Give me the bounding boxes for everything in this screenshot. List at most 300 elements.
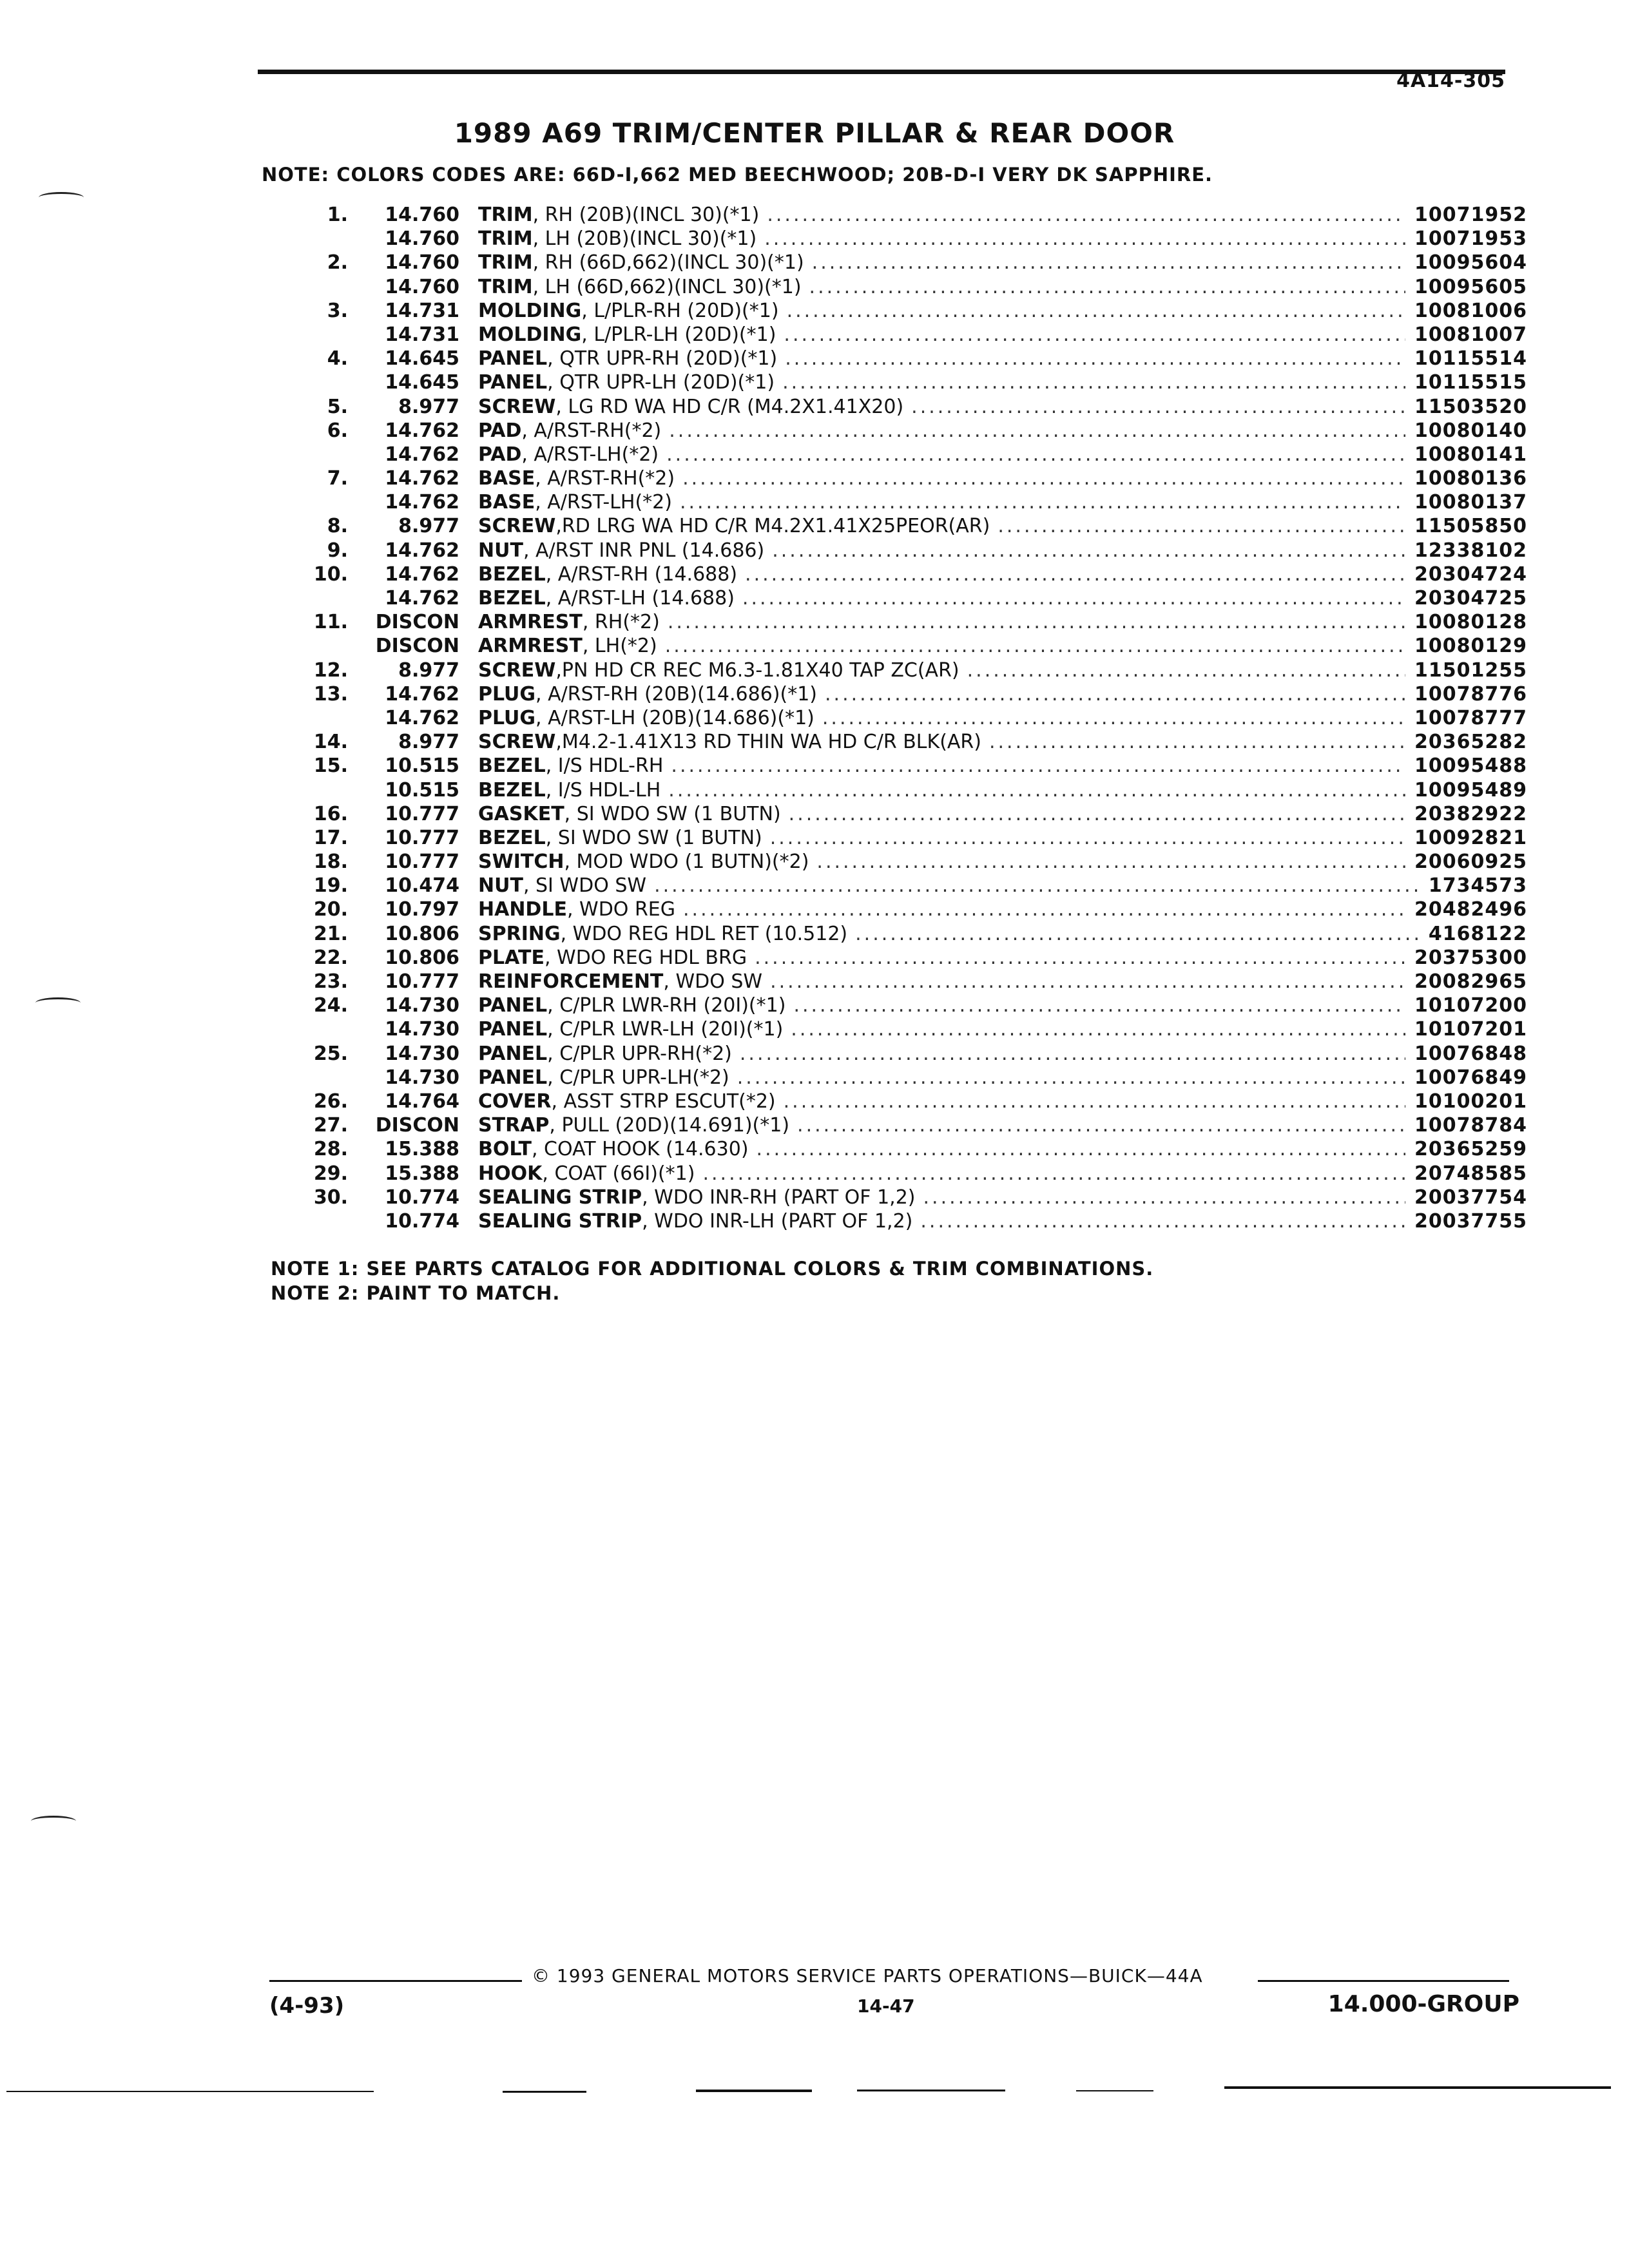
- part-row: [277, 443, 1527, 466]
- part-number: 20382922: [1414, 802, 1527, 825]
- part-number: 1734573: [1428, 874, 1527, 898]
- part-number: 10080140: [1414, 419, 1527, 442]
- dot-leader: [671, 754, 1405, 778]
- part-description: [478, 419, 1527, 443]
- part-row: [277, 586, 1527, 610]
- group-number: 10.777: [385, 802, 459, 825]
- group-number: 10.806: [385, 946, 459, 969]
- part-name: PANEL: [478, 1018, 548, 1041]
- dot-leader: [683, 898, 1405, 921]
- part-description: [478, 850, 1527, 874]
- part-row: [277, 850, 1527, 874]
- part-description: [478, 586, 1527, 610]
- part-detail: , WDO REG: [566, 898, 675, 921]
- part-detail: , SI WDO SW: [523, 874, 647, 898]
- part-name: PANEL: [478, 371, 548, 394]
- item-number: 11.: [313, 611, 348, 634]
- part-number: 10071952: [1414, 204, 1527, 226]
- part-description: [478, 610, 1527, 634]
- dot-leader: [654, 874, 1420, 898]
- part-name: PANEL: [478, 994, 548, 1017]
- group-number: 14.762: [385, 562, 459, 586]
- part-number: 10095604: [1414, 251, 1527, 274]
- item-number: 30.: [313, 1186, 348, 1209]
- part-row: [277, 658, 1527, 682]
- top-rule: [258, 70, 1505, 74]
- group-number: DISCON: [375, 611, 459, 634]
- page-number: 14-47: [857, 1995, 915, 2017]
- item-number: 13.: [313, 682, 348, 706]
- part-number: 20037754: [1414, 1186, 1527, 1209]
- part-description: [478, 946, 1527, 970]
- part-name: BOLT: [478, 1138, 532, 1161]
- part-row: [277, 251, 1527, 274]
- part-number: 10080141: [1414, 443, 1527, 466]
- part-description: [478, 539, 1527, 562]
- part-detail: , RH (66D,662)(INCL 30)(*1): [532, 251, 804, 274]
- part-number: 11501255: [1414, 658, 1527, 682]
- part-description: [478, 227, 1527, 251]
- part-detail: , WDO REG HDL RET (10.512): [560, 922, 848, 945]
- part-number: 10115515: [1414, 371, 1527, 394]
- item-number: 22.: [313, 946, 348, 969]
- part-number: 20037755: [1414, 1209, 1527, 1233]
- part-detail: , A/RST INR PNL (14.686): [523, 539, 765, 562]
- part-number: 20482496: [1414, 898, 1527, 921]
- group-number: 14.762: [385, 706, 459, 729]
- part-number: 20748585: [1414, 1162, 1527, 1185]
- group-number: 14.760: [385, 227, 459, 251]
- part-detail: , SI WDO SW (1 BUTN): [545, 826, 762, 849]
- part-row: [277, 1017, 1527, 1041]
- part-description: [478, 994, 1527, 1017]
- item-number: 17.: [313, 826, 348, 849]
- dot-leader: [772, 539, 1405, 562]
- dot-leader: [825, 682, 1405, 706]
- group-number: 10.777: [385, 970, 459, 993]
- part-name: SEALING STRIP: [478, 1186, 642, 1209]
- dot-leader: [989, 730, 1405, 754]
- dot-leader: [816, 850, 1405, 874]
- group-number: 10.515: [385, 778, 459, 802]
- part-number: 10080137: [1414, 491, 1527, 514]
- part-number: 10076849: [1414, 1066, 1527, 1089]
- part-number: 12338102: [1414, 539, 1527, 562]
- part-number: 20304724: [1414, 562, 1527, 586]
- part-description: [478, 826, 1527, 850]
- part-name: PLUG: [478, 682, 536, 706]
- item-number: 15.: [313, 754, 348, 778]
- dot-leader: [702, 1162, 1405, 1186]
- part-number: 10076848: [1414, 1042, 1527, 1065]
- part-row: [277, 395, 1527, 419]
- part-row: [277, 1162, 1527, 1186]
- part-number: 20304725: [1414, 587, 1527, 610]
- part-detail: , WDO SW: [663, 970, 763, 993]
- part-name: PANEL: [478, 1042, 548, 1065]
- part-description: [478, 1137, 1527, 1161]
- part-description: [478, 443, 1527, 466]
- part-row: [277, 1090, 1527, 1113]
- part-row: [277, 730, 1527, 754]
- note-1: NOTE 1: SEE PARTS CATALOG FOR ADDITIONAL COLORS & TRIM COMBINATIONS.: [271, 1258, 1154, 1280]
- dot-leader: [923, 1186, 1405, 1209]
- dot-leader: [745, 562, 1405, 586]
- binder-mark: [35, 997, 81, 1008]
- part-number: 10080128: [1414, 611, 1527, 634]
- part-detail: , A/RST-LH (20B)(14.686)(*1): [535, 706, 815, 729]
- part-detail: , A/RST-LH(*2): [535, 491, 672, 514]
- group-number: DISCON: [375, 635, 459, 658]
- part-detail: , PULL (20D)(14.691)(*1): [549, 1114, 790, 1137]
- group-number: DISCON: [375, 1114, 459, 1137]
- part-number: 4168122: [1428, 922, 1527, 945]
- group-number: 10.774: [385, 1186, 459, 1209]
- group-number: 10.474: [385, 874, 459, 898]
- part-row: [277, 370, 1527, 394]
- dot-leader: [764, 227, 1405, 251]
- part-description: [478, 562, 1527, 586]
- item-number: 28.: [313, 1138, 348, 1161]
- dot-leader: [998, 514, 1405, 538]
- part-row: [277, 634, 1527, 658]
- part-detail: , A/RST-LH(*2): [521, 443, 659, 466]
- group-number: 14.762: [385, 467, 459, 490]
- dot-leader: [784, 1090, 1405, 1113]
- part-name: STRAP: [478, 1114, 550, 1137]
- part-name: BEZEL: [478, 754, 546, 778]
- group-number: 10.797: [385, 898, 459, 921]
- part-description: [478, 1209, 1527, 1233]
- part-name: TRIM: [478, 227, 533, 251]
- part-description: [478, 370, 1527, 394]
- part-row: [277, 826, 1527, 850]
- part-description: [478, 802, 1527, 826]
- part-detail: , RH (20B)(INCL 30)(*1): [532, 204, 760, 226]
- part-row: [277, 299, 1527, 323]
- part-name: SCREW: [478, 731, 556, 754]
- dot-leader: [822, 706, 1405, 730]
- part-description: [478, 898, 1527, 921]
- part-number: 20365282: [1414, 731, 1527, 754]
- part-description: [478, 1090, 1527, 1113]
- group-number: 14.762: [385, 491, 459, 514]
- page-code: 4A14-305: [1396, 70, 1505, 92]
- part-description: [478, 1162, 1527, 1186]
- item-number: 26.: [313, 1090, 348, 1113]
- bottom-scan-line-4: [857, 2090, 1005, 2091]
- group-number: 8.977: [398, 515, 459, 538]
- part-number: 10095605: [1414, 275, 1527, 298]
- part-name: BASE: [478, 467, 535, 490]
- part-row: [277, 970, 1527, 994]
- dot-leader: [770, 826, 1405, 850]
- part-detail: , LH (66D,662)(INCL 30)(*1): [532, 275, 802, 298]
- group-number: 14.730: [385, 1018, 459, 1041]
- part-name: HOOK: [478, 1162, 543, 1185]
- part-number: 20082965: [1414, 970, 1527, 993]
- dot-leader: [911, 395, 1405, 419]
- dot-leader: [668, 778, 1405, 802]
- item-number: 7.: [327, 467, 348, 490]
- part-row: [277, 706, 1527, 730]
- group-number: 10.515: [385, 754, 459, 778]
- dot-leader: [797, 1113, 1405, 1137]
- part-number: 11503520: [1414, 395, 1527, 418]
- part-number: 10078784: [1414, 1114, 1527, 1137]
- dot-leader: [855, 922, 1420, 946]
- part-detail: , A/RST-LH (14.688): [545, 587, 735, 610]
- binder-mark: [31, 1816, 76, 1827]
- part-name: PAD: [478, 443, 522, 466]
- part-name: TRIM: [478, 275, 533, 298]
- part-row: [277, 1209, 1527, 1233]
- dot-leader: [791, 1017, 1405, 1041]
- part-detail: , QTR UPR-LH (20D)(*1): [547, 371, 775, 394]
- part-name: BASE: [478, 491, 535, 514]
- part-row: [277, 347, 1527, 370]
- part-description: [478, 466, 1527, 490]
- dot-leader: [789, 802, 1405, 826]
- dot-leader: [785, 347, 1405, 370]
- part-number: 10100201: [1414, 1090, 1527, 1113]
- item-number: 24.: [313, 994, 348, 1017]
- part-description: [478, 395, 1527, 419]
- item-number: 1.: [327, 204, 348, 226]
- group-number: 14.730: [385, 1066, 459, 1089]
- dot-leader: [770, 970, 1405, 994]
- bottom-scan-line-6: [1224, 2086, 1611, 2089]
- part-number: 20365259: [1414, 1138, 1527, 1161]
- part-name: COVER: [478, 1090, 552, 1113]
- group-number: 14.760: [385, 275, 459, 298]
- part-row: [277, 1042, 1527, 1066]
- part-number: 10078777: [1414, 706, 1527, 729]
- part-detail: , I/S HDL-LH: [545, 778, 661, 802]
- item-number: 18.: [313, 850, 348, 874]
- part-detail: , A/RST-RH (20B)(14.686)(*1): [535, 682, 817, 706]
- part-name: SCREW: [478, 395, 556, 418]
- part-number: 10080136: [1414, 467, 1527, 490]
- part-name: PLATE: [478, 946, 545, 969]
- item-number: 14.: [313, 731, 348, 754]
- item-number: 20.: [313, 898, 348, 921]
- part-row: [277, 539, 1527, 562]
- part-row: [277, 922, 1527, 946]
- part-detail: , ASST STRP ESCUT(*2): [551, 1090, 776, 1113]
- part-description: [478, 922, 1527, 946]
- part-detail: , LH(*2): [582, 635, 657, 658]
- part-row: [277, 203, 1527, 227]
- item-number: 21.: [313, 922, 348, 945]
- part-name: SWITCH: [478, 850, 564, 874]
- part-row: [277, 514, 1527, 538]
- note-2: NOTE 2: PAINT TO MATCH.: [271, 1282, 561, 1304]
- part-detail: , C/PLR LWR-LH (20I)(*1): [547, 1018, 784, 1041]
- part-row: [277, 754, 1527, 778]
- dot-leader: [793, 994, 1405, 1017]
- date-code: (4-93): [269, 1993, 345, 2019]
- binder-mark: [39, 192, 84, 203]
- group-number: 14.764: [385, 1090, 459, 1113]
- dot-leader: [742, 586, 1405, 610]
- part-detail: , WDO INR-RH (PART OF 1,2): [642, 1186, 916, 1209]
- dot-leader: [809, 275, 1405, 299]
- part-description: [478, 299, 1527, 323]
- part-row: [277, 610, 1527, 634]
- part-detail: , A/RST-RH(*2): [521, 419, 662, 442]
- group-label: 14.000-GROUP: [1327, 1991, 1519, 2017]
- group-number: 14.762: [385, 682, 459, 706]
- group-number: 14.731: [385, 323, 459, 346]
- item-number: 5.: [327, 395, 348, 418]
- part-detail: ,M4.2-1.41X13 RD THIN WA HD C/R BLK(AR): [555, 731, 981, 754]
- part-detail: , WDO REG HDL BRG: [544, 946, 747, 969]
- dot-leader: [787, 299, 1405, 323]
- item-number: 9.: [327, 539, 348, 562]
- part-row: [277, 1066, 1527, 1090]
- part-row: [277, 898, 1527, 921]
- dot-leader: [669, 419, 1405, 443]
- dot-leader: [737, 1066, 1405, 1090]
- part-number: 10107200: [1414, 994, 1527, 1017]
- group-number: 15.388: [385, 1162, 459, 1185]
- part-detail: , QTR UPR-RH (20D)(*1): [547, 347, 778, 370]
- group-number: 14.645: [385, 347, 459, 370]
- dot-leader: [757, 1137, 1405, 1161]
- group-number: 14.762: [385, 443, 459, 466]
- part-row: [277, 778, 1527, 802]
- part-number: 10107201: [1414, 1018, 1527, 1041]
- part-detail: , LG RD WA HD C/R (M4.2X1.41X20): [555, 395, 904, 418]
- item-number: 27.: [313, 1114, 348, 1137]
- item-number: 19.: [313, 874, 348, 898]
- group-number: 10.777: [385, 850, 459, 874]
- dot-leader: [967, 658, 1405, 682]
- part-description: [478, 1066, 1527, 1090]
- part-detail: , WDO INR-LH (PART OF 1,2): [642, 1209, 913, 1233]
- part-description: [478, 251, 1527, 274]
- part-detail: , RH(*2): [582, 611, 660, 634]
- part-name: PANEL: [478, 347, 548, 370]
- dot-leader: [740, 1042, 1405, 1066]
- part-description: [478, 682, 1527, 706]
- group-number: 15.388: [385, 1138, 459, 1161]
- item-number: 2.: [327, 251, 348, 274]
- part-name: SCREW: [478, 515, 556, 538]
- group-number: 10.774: [385, 1209, 459, 1233]
- copyright-line: © 1993 GENERAL MOTORS SERVICE PARTS OPERATIONS—BUICK—44A: [532, 1965, 1203, 1986]
- group-number: 14.760: [385, 251, 459, 274]
- part-description: [478, 874, 1527, 898]
- part-name: MOLDING: [478, 323, 582, 346]
- dot-leader: [666, 443, 1405, 466]
- part-detail: , C/PLR LWR-RH (20I)(*1): [547, 994, 786, 1017]
- part-detail: , COAT (66I)(*1): [542, 1162, 695, 1185]
- part-name: SCREW: [478, 658, 556, 682]
- part-description: [478, 658, 1527, 682]
- bottom-scan-line-3: [696, 2090, 812, 2092]
- group-number: 14.730: [385, 1042, 459, 1065]
- part-row: [277, 1186, 1527, 1209]
- part-name: GASKET: [478, 802, 564, 825]
- dot-leader: [812, 251, 1405, 274]
- footer-rule-right: [1258, 1980, 1509, 1982]
- item-number: 10.: [313, 562, 348, 586]
- part-name: BEZEL: [478, 778, 546, 802]
- part-name: TRIM: [478, 204, 533, 226]
- dot-leader: [682, 466, 1405, 490]
- part-description: [478, 970, 1527, 994]
- part-detail: , A/RST-RH(*2): [535, 467, 675, 490]
- item-number: 12.: [313, 658, 348, 682]
- part-detail: , C/PLR UPR-RH(*2): [547, 1042, 732, 1065]
- part-detail: , L/PLR-RH (20D)(*1): [581, 299, 779, 322]
- page-title: 1989 A69 TRIM/CENTER PILLAR & REAR DOOR: [454, 117, 1175, 149]
- parts-list: [277, 203, 1527, 1233]
- dot-leader: [920, 1209, 1405, 1233]
- part-description: [478, 754, 1527, 778]
- part-name: BEZEL: [478, 826, 546, 849]
- part-detail: , I/S HDL-RH: [545, 754, 664, 778]
- part-description: [478, 1113, 1527, 1137]
- group-number: 8.977: [398, 731, 459, 754]
- dot-leader: [782, 370, 1405, 394]
- part-detail: ,PN HD CR REC M6.3-1.81X40 TAP ZC(AR): [555, 658, 959, 682]
- part-detail: , C/PLR UPR-LH(*2): [547, 1066, 729, 1089]
- part-name: SPRING: [478, 922, 561, 945]
- part-detail: ,RD LRG WA HD C/R M4.2X1.41X25PEOR(AR): [555, 515, 990, 538]
- part-name: HANDLE: [478, 898, 567, 921]
- part-number: 10071953: [1414, 227, 1527, 251]
- part-description: [478, 1042, 1527, 1066]
- part-row: [277, 419, 1527, 443]
- color-codes-note: NOTE: COLORS CODES ARE: 66D-I,662 MED BEECHWOOD; 20B-D-I VERY DK SAPPHIRE.: [262, 164, 1213, 186]
- part-description: [478, 203, 1527, 227]
- part-row: [277, 323, 1527, 347]
- part-row: [277, 802, 1527, 826]
- dot-leader: [668, 610, 1405, 634]
- part-name: PAD: [478, 419, 522, 442]
- bottom-scan-line-5: [1076, 2090, 1153, 2091]
- group-number: 14.760: [385, 204, 459, 226]
- part-name: PLUG: [478, 706, 536, 729]
- notes-section: [271, 1256, 1153, 1305]
- group-number: 14.762: [385, 587, 459, 610]
- part-number: 10081006: [1414, 299, 1527, 322]
- part-row: [277, 994, 1527, 1017]
- part-name: REINFORCEMENT: [478, 970, 664, 993]
- dot-leader: [784, 323, 1405, 347]
- part-description: [478, 730, 1527, 754]
- part-name: PANEL: [478, 1066, 548, 1089]
- part-name: MOLDING: [478, 299, 582, 322]
- part-number: 20375300: [1414, 946, 1527, 969]
- bottom-scan-line-1: [6, 2091, 374, 2092]
- item-number: 8.: [327, 515, 348, 538]
- part-row: [277, 946, 1527, 970]
- part-row: [277, 1137, 1527, 1161]
- footer-rule-left: [269, 1980, 522, 1982]
- item-number: 6.: [327, 419, 348, 442]
- part-row: [277, 682, 1527, 706]
- group-number: 8.977: [398, 395, 459, 418]
- part-number: 10092821: [1414, 826, 1527, 849]
- part-number: 10095488: [1414, 754, 1527, 778]
- part-description: [478, 275, 1527, 299]
- part-row: [277, 874, 1527, 898]
- part-detail: , L/PLR-LH (20D)(*1): [581, 323, 776, 346]
